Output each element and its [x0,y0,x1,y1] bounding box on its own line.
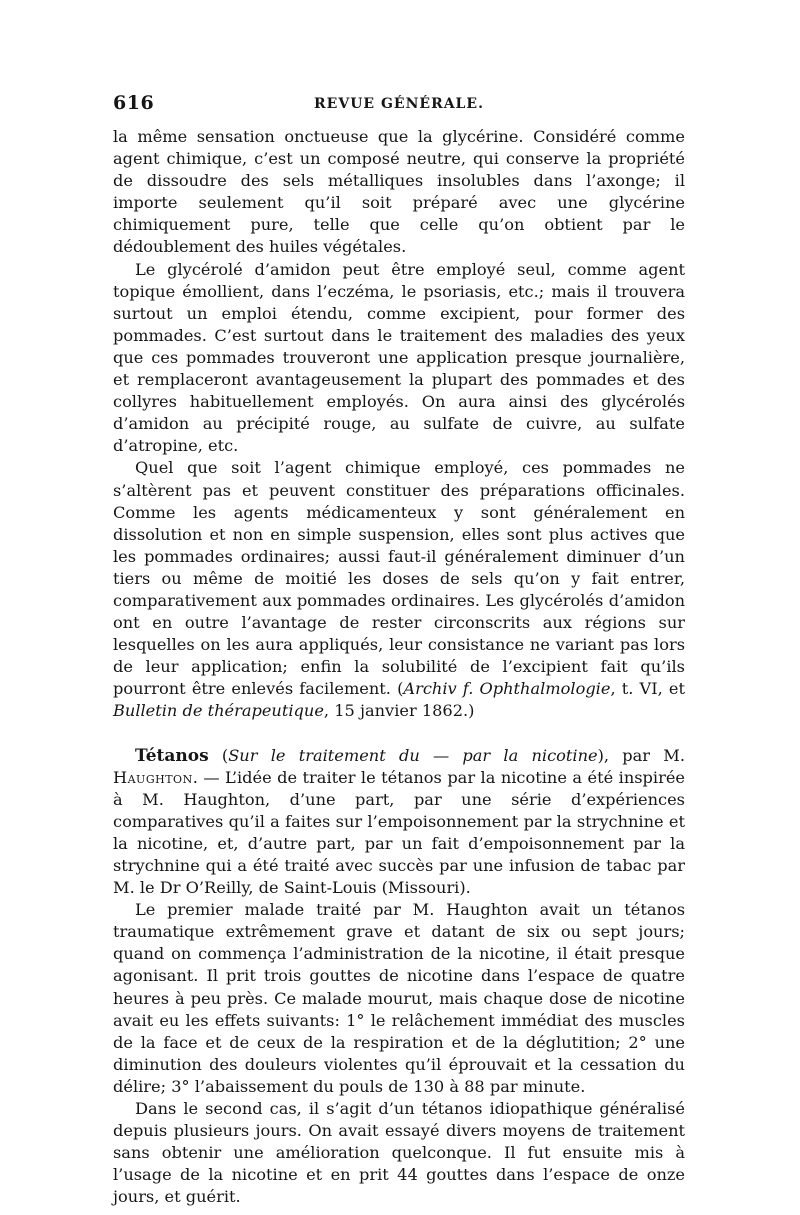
page-body [113,126,685,1209]
source-citation-bulletin: Bulletin de thérapeutique [113,701,324,721]
source-citation-archiv: Archiv f. Ophthalmologie [403,679,611,699]
book-page [113,92,685,1209]
citation-connector: , t. VI, et [610,679,685,699]
heading-paren-close: ), par M. [597,745,685,765]
article-separator [113,723,685,745]
citation-date: , 15 janvier 1862.) [323,701,475,721]
heading-paren-open: ( [208,745,229,765]
page-header [113,92,685,126]
page-number: 616 [113,92,155,114]
paragraph-tetanos-intro-text: . — L’idée de traiter le tétanos par la nicotine a été inspirée à M. Haughton, d’une part, par une série d’expériences comparatives qu’il a faites sur l’empoisonnement par la strychnine et la nicotine, et, d’autre part, par un fait d’empoisonnement par la strychnine qui a été traité avec succès par une infusion de tabac par M. le Dr O’Reilly, de Saint-Louis (Missouri). [113,767,685,898]
paragraph-pommades-text: Quel que soit l’agent chimique employé, ces pommades ne s’altèrent pas et peuvent constituer des préparations officinales. Comme les agents médicamenteux y sont généralement en dissolution et non en simple suspension, elles sont plus actives que les pommades ordinaires; aussi faut-il généralement diminuer d’un tiers ou même de moitié les doses de sels qu’on y fait entrer, comparativement aux pommades ordinaires. Les glycérolés d’amidon ont en outre l’avantage de rester circonscrits aux régions sur lesquelles on les aura appliqués, leur consistance ne variant pas lors de leur application; enfin la solubilité de l’excipient fait qu’ils pourront être enlevés facilement. ( [113,458,685,699]
article-heading: Tétanos [135,745,209,766]
paragraph-tetanos-intro [113,745,685,900]
running-title: REVUE GÉNÉRALE. [314,96,484,112]
article-subtitle: Sur le traitement du — par la nicotine [228,745,598,765]
paragraph-second-case: Dans le second cas, il s’agit d’un tétanos idiopathique généralisé depuis plusieurs jours. On avait essayé divers moyens de traitement sans obtenir une amélioration quelconque. Il fut ensuite mis à l’usage de la nicotine et en prit 44 gouttes dans l’espace de onze jours, et guérit. [113,1099,685,1207]
paragraph-pommades [113,457,685,722]
paragraph-first-case: Le premier malade traité par M. Haughton avait un tétanos traumatique extrêmement grave et datant de six ou sept jours; quand on commença l’administration de la nicotine, il était presque agonisant. Il prit trois gouttes de nicotine dans l’espace de quatre heures à peu près. Ce malade mourut, mais chaque dose de nicotine avait eu les effets suivants: 1° le relâchement immédiat des muscles de la face et de ceux de la respiration et de la déglutition; 2° une diminution des douleurs violentes qu’il éprouvait et la cessation du délire; 3° l’abaissement du pouls de 130 à 88 par minute. [113,900,685,1096]
paragraph-continuation: la même sensation onctueuse que la glycérine. Considéré comme agent chimique, c’est un composé neutre, qui conserve la propriété de dissoudre des sels métalliques insolubles dans l’axonge; il importe seulement qu’il soit préparé avec une glycérine chimiquement pure, telle que celle qu’on obtient par le dédoublement des huiles végétales. [113,127,685,257]
paragraph-glycerole-uses: Le glycérolé d’amidon peut être employé seul, comme agent topique émollient, dans l’eczéma, le psoriasis, etc.; mais il trouvera surtout un emploi étendu, comme excipient, pour former des pommades. C’est surtout dans le traitement des maladies des yeux que ces pommades trouveront une application presque journalière, et remplaceront avantageusement la plupart des pommades et des collyres habituellement employés. On aura ainsi des glycérolés d’amidon au précipité rouge, au sulfate de cuivre, au sulfate d’atropine, etc. [113,259,685,456]
author-name: Haughton [113,767,193,787]
